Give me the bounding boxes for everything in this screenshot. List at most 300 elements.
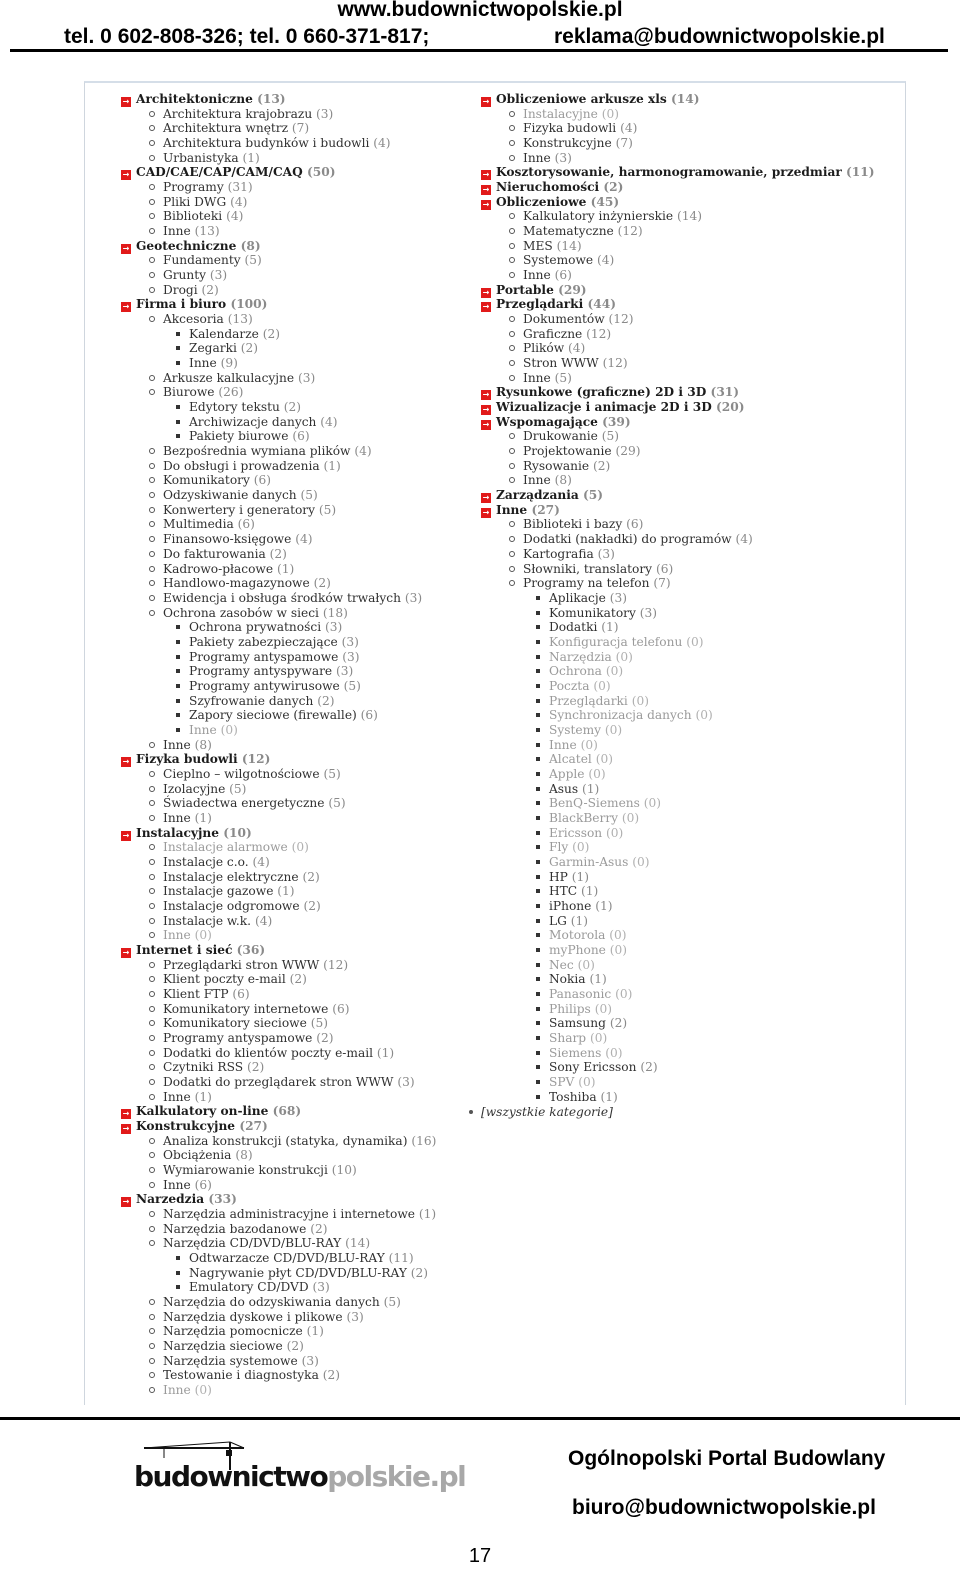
circle-bullet-icon: [149, 1372, 155, 1378]
right-category-column: [481, 92, 875, 1120]
category-item[interactable]: [121, 1192, 436, 1207]
footer-logo-text[interactable]: [134, 1460, 465, 1493]
item-label: Ochrona: [549, 664, 602, 679]
item-count: (3): [404, 590, 423, 605]
sub-subcategory-item[interactable]: [481, 958, 875, 973]
square-bullet-icon: [176, 361, 180, 365]
subcategory-item[interactable]: [121, 928, 436, 943]
subcategory-item[interactable]: [121, 576, 436, 591]
subcategory-item[interactable]: [481, 341, 875, 356]
item-label: Konstrukcyjne: [523, 136, 612, 151]
item-count: (0): [601, 106, 619, 121]
sub-subcategory-item[interactable]: [481, 679, 875, 694]
subcategory-item[interactable]: [121, 371, 436, 386]
item-count: (2): [322, 1368, 340, 1383]
category-item[interactable]: [121, 92, 436, 107]
sub-subcategory-item[interactable]: [481, 635, 875, 650]
sub-subcategory-item[interactable]: [481, 972, 875, 987]
sub-subcategory-item[interactable]: [481, 664, 875, 679]
sub-subcategory-item[interactable]: [481, 606, 875, 621]
item-count: (1): [277, 884, 295, 899]
subcategory-item[interactable]: [121, 488, 436, 503]
subcategory-item[interactable]: [121, 444, 436, 459]
item-label: Komunikatory: [549, 605, 636, 620]
subcategory-item[interactable]: [121, 855, 436, 870]
subcategory-item[interactable]: [481, 356, 875, 371]
subcategory-item[interactable]: [121, 987, 436, 1002]
square-bullet-icon: [536, 1021, 540, 1025]
sub-subcategory-item[interactable]: [481, 884, 875, 899]
subcategory-item[interactable]: [121, 107, 436, 122]
item-label: Komunikatory internetowe: [163, 1001, 329, 1016]
sub-subcategory-item[interactable]: [121, 694, 436, 709]
subcategory-item[interactable]: [121, 1046, 436, 1061]
item-label: Programy: [163, 180, 224, 195]
item-count: (2): [317, 693, 335, 708]
subcategory-item[interactable]: [121, 1075, 436, 1090]
sub-subcategory-item[interactable]: [481, 928, 875, 943]
sub-subcategory-item[interactable]: [121, 1280, 436, 1295]
item-label: Fizyka budowli: [136, 752, 238, 767]
subcategory-item[interactable]: [121, 914, 436, 929]
subcategory-item[interactable]: [121, 180, 436, 195]
circle-bullet-icon: [509, 155, 515, 161]
item-label: Ericsson: [549, 825, 603, 840]
item-label: Programy na telefon: [523, 576, 650, 591]
sub-subcategory-item[interactable]: [481, 811, 875, 826]
square-bullet-icon: [536, 933, 540, 937]
square-bullet-icon: [536, 919, 540, 923]
subcategory-item[interactable]: [121, 1324, 436, 1339]
sub-subcategory-item[interactable]: [481, 767, 875, 782]
item-label: Narzędzia systemowe: [163, 1353, 298, 1368]
sub-subcategory-item[interactable]: [481, 1016, 875, 1031]
subcategory-item[interactable]: [481, 209, 875, 224]
category-item[interactable]: [121, 297, 436, 312]
square-bullet-icon: [536, 875, 540, 879]
item-count: (4): [735, 532, 753, 547]
subcategory-item[interactable]: [121, 562, 436, 577]
item-count: (12): [602, 356, 628, 371]
item-count: (4): [254, 913, 273, 928]
item-label: Siemens: [549, 1045, 602, 1060]
subcategory-item[interactable]: [121, 1163, 436, 1178]
item-count: (0): [615, 649, 633, 664]
sub-subcategory-item[interactable]: [121, 415, 436, 430]
subcategory-item[interactable]: [121, 1354, 436, 1369]
category-arrow-icon: →: [482, 287, 490, 297]
subcategory-item[interactable]: [481, 547, 875, 562]
subcategory-item[interactable]: [481, 151, 875, 166]
item-label: Narzędzia sieciowe: [163, 1339, 283, 1354]
category-item[interactable]: [121, 239, 436, 254]
item-count: (0): [695, 708, 713, 723]
circle-bullet-icon: [149, 1387, 155, 1393]
category-item[interactable]: [481, 195, 875, 210]
subcategory-item[interactable]: [121, 1016, 436, 1031]
item-label: Nokia: [549, 972, 586, 987]
subcategory-item[interactable]: [121, 121, 436, 136]
item-count: (50): [306, 165, 336, 180]
item-label: Odtwarzacze CD/DVD/BLU-RAY: [189, 1251, 385, 1266]
subcategory-item[interactable]: [121, 972, 436, 987]
circle-bullet-icon: [149, 610, 155, 616]
square-bullet-icon: [536, 801, 540, 805]
item-label: Programy antyspamowe: [163, 1031, 313, 1045]
circle-bullet-icon: [149, 184, 155, 190]
item-count: (1): [376, 1045, 395, 1060]
circle-bullet-icon: [149, 1094, 155, 1100]
subcategory-item[interactable]: [121, 1031, 436, 1046]
circle-bullet-icon: [149, 1138, 155, 1144]
item-label: Kartografia: [523, 546, 594, 561]
subcategory-item[interactable]: [121, 1368, 436, 1383]
sub-subcategory-item[interactable]: [481, 694, 875, 709]
subcategory-item[interactable]: [121, 782, 436, 797]
item-label: Analiza konstrukcji (statyka, dynamika): [163, 1133, 408, 1148]
subcategory-item[interactable]: [121, 1383, 436, 1398]
item-count: (2): [603, 180, 624, 195]
item-count: (0): [194, 928, 212, 943]
item-count: (1): [595, 898, 613, 913]
item-count: (0): [580, 737, 598, 752]
category-item[interactable]: [481, 165, 875, 180]
sub-subcategory-item[interactable]: [481, 723, 875, 738]
sub-subcategory-item[interactable]: [121, 679, 436, 694]
sub-subcategory-item[interactable]: [481, 1075, 875, 1090]
circle-bullet-icon: [149, 918, 155, 924]
circle-bullet-icon: [149, 1299, 155, 1305]
category-item[interactable]: [481, 385, 875, 400]
item-count: (1): [582, 781, 600, 796]
item-count: (6): [292, 429, 310, 444]
sub-subcategory-item[interactable]: [481, 855, 875, 870]
item-count: (3): [341, 634, 359, 649]
sub-subcategory-item[interactable]: [121, 341, 436, 356]
subcategory-item[interactable]: [121, 899, 436, 914]
category-item[interactable]: [481, 297, 875, 312]
sub-subcategory-item[interactable]: [481, 1090, 875, 1105]
subcategory-item[interactable]: [121, 840, 436, 855]
category-item[interactable]: [121, 165, 436, 180]
category-item[interactable]: [121, 752, 436, 767]
sub-subcategory-item[interactable]: [481, 1031, 875, 1046]
subcategory-item[interactable]: [121, 532, 436, 547]
sub-subcategory-item[interactable]: [481, 738, 875, 753]
item-label: Biurowe: [163, 385, 215, 400]
subcategory-item[interactable]: [121, 1178, 436, 1193]
subcategory-item[interactable]: [121, 1148, 436, 1163]
subcategory-item[interactable]: [481, 459, 875, 474]
header-email[interactable]: reklama@budownictwopolskie.pl: [554, 25, 885, 48]
sub-subcategory-item[interactable]: [481, 914, 875, 929]
item-label: Wymiarowanie konstrukcji: [163, 1163, 328, 1178]
subcategory-item[interactable]: [481, 532, 875, 547]
category-arrow-icon: →: [482, 302, 490, 312]
circle-bullet-icon: [149, 1020, 155, 1026]
sub-subcategory-item[interactable]: [481, 752, 875, 767]
item-count: (4): [226, 209, 244, 224]
category-item[interactable]: [121, 1119, 436, 1134]
category-item[interactable]: [121, 1104, 436, 1119]
all-categories-link[interactable]: [481, 1105, 875, 1120]
subcategory-item[interactable]: [481, 429, 875, 444]
item-count: (12): [241, 752, 271, 767]
sub-subcategory-item[interactable]: [121, 650, 436, 665]
subcategory-item[interactable]: [121, 1236, 436, 1251]
item-count: (2): [592, 458, 611, 473]
category-item[interactable]: [481, 503, 875, 518]
item-count: (4): [320, 414, 338, 429]
item-label: Konstrukcyjne: [136, 1119, 236, 1134]
circle-bullet-icon: [509, 463, 515, 469]
sub-subcategory-item[interactable]: [481, 826, 875, 841]
item-count: (1): [589, 972, 607, 987]
item-count: (1): [570, 913, 588, 928]
circle-bullet-icon: [149, 1328, 155, 1334]
category-arrow-icon: →: [122, 1124, 130, 1134]
subcategory-item[interactable]: [481, 444, 875, 459]
subcategory-item[interactable]: [481, 268, 875, 283]
subcategory-item[interactable]: [481, 327, 875, 342]
sub-subcategory-item[interactable]: [481, 620, 875, 635]
category-arrow-icon: →: [482, 419, 490, 429]
item-label: Inne: [163, 810, 191, 825]
item-count: (2): [269, 546, 287, 561]
subcategory-item[interactable]: [121, 195, 436, 210]
subcategory-item[interactable]: [481, 121, 875, 136]
sub-subcategory-item[interactable]: [121, 723, 436, 738]
sub-subcategory-item[interactable]: [121, 664, 436, 679]
item-label: Fly: [549, 840, 569, 855]
sub-subcategory-item[interactable]: [121, 327, 436, 342]
category-item[interactable]: [481, 488, 875, 503]
subcategory-item[interactable]: [121, 1207, 436, 1222]
item-count: (11): [388, 1251, 414, 1266]
category-item[interactable]: [481, 283, 875, 298]
subcategory-item[interactable]: [121, 870, 436, 885]
item-label: Arkusze kalkulacyjne: [163, 370, 295, 385]
subcategory-item[interactable]: [481, 576, 875, 591]
item-label: Izolacyjne: [163, 781, 226, 796]
sub-subcategory-item[interactable]: [481, 1060, 875, 1075]
circle-bullet-icon: [149, 140, 155, 146]
item-label: Inne: [523, 150, 551, 165]
circle-bullet-icon: [509, 551, 515, 557]
item-count: (3): [209, 268, 228, 283]
subcategory-item[interactable]: [121, 224, 436, 239]
circle-bullet-icon: [149, 507, 155, 513]
category-item[interactable]: [481, 92, 875, 107]
square-bullet-icon: [176, 640, 180, 644]
item-count: (6): [554, 268, 572, 283]
item-count: (2): [609, 1016, 628, 1031]
category-arrow-icon: →: [482, 170, 490, 180]
subcategory-item[interactable]: [121, 1060, 436, 1075]
subcategory-item[interactable]: [121, 209, 436, 224]
sub-subcategory-item[interactable]: [481, 987, 875, 1002]
item-label: Inne: [496, 502, 528, 517]
subcategory-item[interactable]: [481, 371, 875, 386]
square-bullet-icon: [176, 332, 180, 336]
circle-bullet-icon: [149, 199, 155, 205]
square-bullet-icon: [176, 713, 180, 717]
sub-subcategory-item[interactable]: [481, 650, 875, 665]
item-label: Instalacyjne: [523, 106, 598, 121]
subcategory-item[interactable]: [121, 151, 436, 166]
item-label: Programy antywirusowe: [189, 678, 340, 693]
subcategory-item[interactable]: [121, 1295, 436, 1310]
subcategory-item[interactable]: [481, 312, 875, 327]
header-site-url[interactable]: www.budownictwopolskie.pl: [337, 0, 623, 21]
subcategory-item[interactable]: [121, 1002, 436, 1017]
subcategory-item[interactable]: [481, 473, 875, 488]
item-label: Kalkulatory on-line: [136, 1104, 269, 1119]
sub-subcategory-item[interactable]: [481, 1046, 875, 1061]
category-arrow-icon: →: [482, 493, 490, 503]
item-count: (14): [671, 92, 700, 106]
subcategory-item[interactable]: [121, 767, 436, 782]
subcategory-item[interactable]: [121, 503, 436, 518]
circle-bullet-icon: [149, 1064, 155, 1070]
subcategory-item[interactable]: [481, 107, 875, 122]
circle-bullet-icon: [149, 771, 155, 777]
sub-subcategory-item[interactable]: [481, 870, 875, 885]
sub-subcategory-item[interactable]: [481, 899, 875, 914]
sub-subcategory-item[interactable]: [481, 591, 875, 606]
subcategory-item[interactable]: [481, 517, 875, 532]
subcategory-item[interactable]: [121, 1134, 436, 1149]
sub-subcategory-item[interactable]: [481, 840, 875, 855]
item-count: (0): [588, 766, 606, 781]
sub-subcategory-item[interactable]: [121, 635, 436, 650]
subcategory-item[interactable]: [121, 1222, 436, 1237]
subcategory-item[interactable]: [121, 473, 436, 488]
item-label: Narzedzia: [136, 1192, 205, 1207]
item-label: Ewidencja i obsługa środków trwałych: [163, 590, 401, 605]
square-bullet-icon: [536, 963, 540, 967]
sub-subcategory-item[interactable]: [121, 429, 436, 444]
item-label: Dokumentów: [523, 312, 605, 327]
item-count: (2): [262, 326, 280, 341]
sub-subcategory-item[interactable]: [481, 782, 875, 797]
subcategory-item[interactable]: [481, 136, 875, 151]
item-label: Narzędzia pomocnicze: [163, 1324, 303, 1339]
sub-subcategory-item[interactable]: [481, 943, 875, 958]
item-count: (0): [606, 825, 624, 840]
item-label: Biblioteki i bazy: [523, 517, 623, 532]
item-count: (0): [605, 1045, 623, 1060]
subcategory-item[interactable]: [481, 562, 875, 577]
circle-bullet-icon: [149, 287, 155, 293]
item-label: Bezpośrednia wymiana plików: [163, 444, 351, 459]
item-count: (4): [373, 136, 391, 151]
category-item[interactable]: [481, 180, 875, 195]
subcategory-item[interactable]: [121, 268, 436, 283]
item-label: Matematyczne: [523, 224, 614, 239]
item-label: Klient FTP: [163, 986, 229, 1001]
subcategory-item[interactable]: [121, 811, 436, 826]
sub-subcategory-item[interactable]: [121, 356, 436, 371]
item-count: (36): [236, 942, 266, 957]
subcategory-item[interactable]: [121, 253, 436, 268]
circle-bullet-icon: [149, 316, 155, 322]
circle-bullet-icon: [149, 551, 155, 557]
item-count: (2): [410, 1265, 429, 1280]
item-count: (5): [244, 253, 262, 268]
subcategory-item[interactable]: [121, 1339, 436, 1354]
item-label: Fizyka budowli: [523, 121, 617, 136]
subcategory-item[interactable]: [121, 547, 436, 562]
sub-subcategory-item[interactable]: [481, 796, 875, 811]
subcategory-item[interactable]: [121, 591, 436, 606]
sub-subcategory-item[interactable]: [481, 1002, 875, 1017]
square-bullet-icon: [536, 684, 540, 688]
subcategory-item[interactable]: [121, 1310, 436, 1325]
subcategory-item[interactable]: [481, 224, 875, 239]
subcategory-item[interactable]: [121, 459, 436, 474]
subcategory-item[interactable]: [121, 385, 436, 400]
item-label: Inne: [163, 928, 191, 943]
item-count: (0): [577, 957, 595, 972]
subcategory-item[interactable]: [121, 517, 436, 532]
sub-subcategory-item[interactable]: [481, 708, 875, 723]
sub-subcategory-item[interactable]: [121, 708, 436, 723]
item-count: (2): [302, 869, 320, 884]
sub-subcategory-item[interactable]: [121, 620, 436, 635]
item-count: (3): [597, 546, 615, 561]
category-arrow-icon: →: [122, 947, 130, 957]
square-bullet-icon: [176, 728, 180, 732]
footer-email[interactable]: biuro@budownictwopolskie.pl: [572, 1496, 876, 1519]
category-item[interactable]: [121, 943, 436, 958]
category-item[interactable]: [481, 400, 875, 415]
subcategory-item[interactable]: [121, 884, 436, 899]
subcategory-item[interactable]: [121, 606, 436, 621]
subcategory-item[interactable]: [121, 312, 436, 327]
subcategory-item[interactable]: [121, 958, 436, 973]
subcategory-item[interactable]: [121, 1090, 436, 1105]
item-count: (0): [595, 752, 613, 767]
circle-bullet-icon: [149, 375, 155, 381]
item-label: Instalacyjne: [136, 825, 220, 840]
square-bullet-icon: [176, 625, 180, 629]
subcategory-item[interactable]: [121, 283, 436, 298]
item-label: Drukowanie: [523, 429, 598, 444]
subcategory-item[interactable]: [481, 239, 875, 254]
sub-subcategory-item[interactable]: [121, 1266, 436, 1281]
category-item[interactable]: [121, 826, 436, 841]
item-label: Architektoniczne: [136, 92, 253, 106]
subcategory-item[interactable]: [121, 738, 436, 753]
subcategory-item[interactable]: [121, 136, 436, 151]
category-item[interactable]: [481, 415, 875, 430]
square-bullet-icon: [536, 860, 540, 864]
item-label: Kadrowo-płacowe: [163, 561, 274, 576]
item-count: (68): [272, 1104, 302, 1119]
subcategory-item[interactable]: [481, 253, 875, 268]
all-categories-label: [wszystkie kategorie]: [481, 1105, 613, 1120]
subcategory-item[interactable]: [121, 796, 436, 811]
item-count: (6): [194, 1177, 212, 1192]
sub-subcategory-item[interactable]: [121, 1251, 436, 1266]
circle-bullet-icon: [149, 1079, 155, 1085]
circle-bullet-icon: [149, 111, 155, 117]
sub-subcategory-item[interactable]: [121, 400, 436, 415]
item-count: (20): [716, 400, 745, 415]
item-count: (2): [303, 898, 321, 913]
item-count: (0): [291, 840, 309, 855]
